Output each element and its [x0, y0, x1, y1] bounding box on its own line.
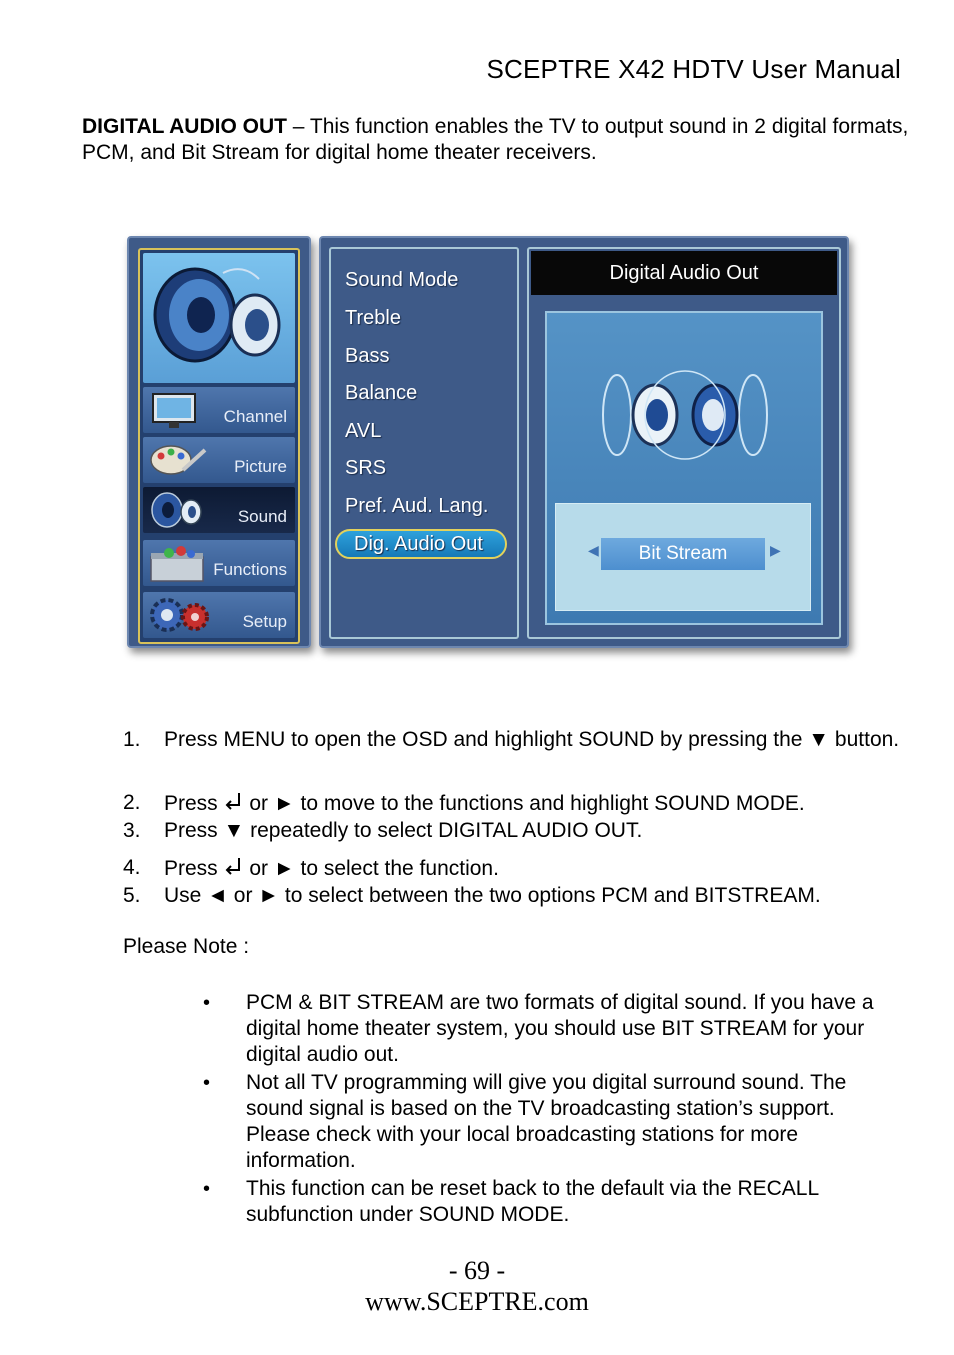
step-number: 5.: [123, 884, 141, 907]
intro-paragraph: [82, 114, 912, 166]
palette-icon: [147, 440, 209, 480]
note-label: Please Note :: [123, 935, 250, 958]
enter-key-icon: [224, 791, 244, 811]
step-text: [164, 855, 904, 882]
menu-item-sound-mode[interactable]: Sound Mode: [345, 269, 459, 291]
step-number: 3.: [123, 819, 141, 842]
intro-text: – This function enables the TV to output sound in 2 digital formats, PCM, and Bit Stream for digital home theater receivers.: [82, 115, 909, 164]
osd-category-label: Setup: [242, 612, 287, 631]
step-text: Press MENU to open the OSD and highlight SOUND by pressing the ▼ button.: [164, 728, 900, 751]
osd-category-channel[interactable]: [143, 387, 295, 433]
option-selector: [555, 503, 811, 611]
step-text-end: or ► to move to the functions and highlight SOUND MODE.: [243, 792, 805, 815]
osd-screenshot: [127, 236, 851, 654]
step-text: [164, 790, 904, 817]
page-number: - 69 -: [448, 1256, 506, 1285]
osd-category-panel: [127, 236, 311, 648]
osd-category-functions[interactable]: [143, 540, 295, 586]
toolbox-icon: [147, 543, 213, 585]
bullet-text: Not all TV programming will give you digital surround sound. The sound signal is based on the TV broadcasting station’s support. Please check with your local broadcasting stations for more information.: [246, 1071, 847, 1172]
step-number: 1.: [123, 728, 141, 751]
option-left-arrow-icon[interactable]: ◀: [588, 542, 599, 558]
enter-key-icon: [224, 856, 244, 876]
step-text-start: Press: [164, 857, 218, 880]
menu-item-pref-aud-lang[interactable]: Pref. Aud. Lang.: [345, 495, 489, 517]
bullet-icon: •: [203, 1178, 211, 1200]
osd-category-label: Picture: [234, 457, 287, 476]
osd-category-label: Sound: [237, 507, 287, 526]
intro-term: DIGITAL AUDIO OUT: [82, 115, 287, 138]
osd-detail-panel: [527, 247, 841, 639]
menu-item-balance[interactable]: Balance: [345, 382, 418, 404]
website-footer: www.SCEPTRE.com: [365, 1287, 589, 1316]
tv-icon: [147, 390, 205, 430]
osd-category-label: Channel: [223, 407, 287, 426]
bullet-icon: •: [203, 1072, 211, 1094]
bullet-text: This function can be reset back to the default via the RECALL subfunction under SOUND MODE.: [246, 1177, 819, 1226]
menu-item-bass[interactable]: Bass: [345, 345, 390, 367]
detail-art: [545, 311, 823, 625]
menu-item-avl[interactable]: AVL: [345, 420, 382, 442]
option-right-arrow-icon[interactable]: ▶: [770, 542, 781, 558]
speaker-hero-image: [143, 253, 295, 383]
speakers-icon: [143, 253, 295, 383]
speaker-icon: [147, 490, 209, 530]
osd-category-sound[interactable]: [143, 487, 295, 533]
osd-sound-menu: [329, 247, 519, 639]
manual-title: SCEPTRE X42 HDTV User Manual: [486, 54, 901, 84]
detail-title: Digital Audio Out: [531, 251, 837, 295]
menu-item-treble[interactable]: Treble: [345, 307, 401, 329]
osd-sound-panel: [319, 236, 849, 648]
osd-category-setup[interactable]: [143, 592, 295, 638]
osd-category-picture[interactable]: [143, 437, 295, 483]
step-number: 2.: [123, 791, 141, 814]
step-text-end: or ► to select the function.: [243, 857, 499, 880]
option-value[interactable]: Bit Stream: [601, 538, 765, 570]
step-number: 4.: [123, 856, 141, 879]
step-text: Use ◄ or ► to select between the two options PCM and BITSTREAM.: [164, 884, 821, 907]
bullet-icon: •: [203, 992, 211, 1014]
osd-category-label: Functions: [213, 560, 287, 579]
step-text-start: Press: [164, 792, 218, 815]
stereo-speakers-icon: [597, 369, 773, 461]
step-text: Press ▼ repeatedly to select DIGITAL AUDIO OUT.: [164, 819, 643, 842]
menu-item-srs[interactable]: SRS: [345, 457, 387, 479]
bullet-text: PCM & BIT STREAM are two formats of digital sound. If you have a digital home theater system, you should use BIT STREAM for your digital audio out.: [246, 991, 874, 1066]
gears-icon: [147, 595, 217, 637]
menu-item-dig-audio-out[interactable]: Dig. Audio Out: [335, 529, 507, 559]
osd-category-list: [138, 248, 300, 644]
